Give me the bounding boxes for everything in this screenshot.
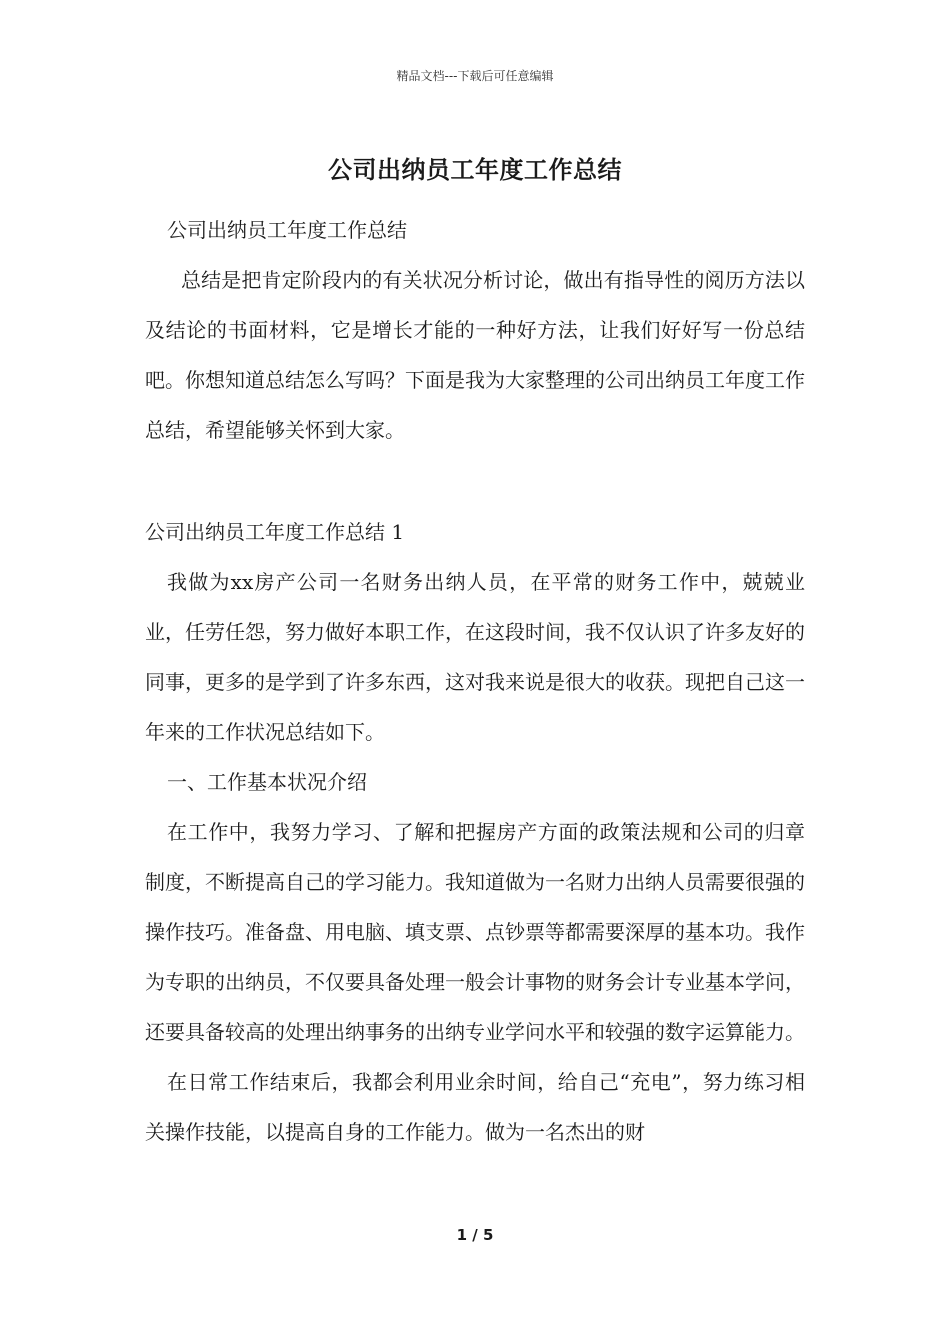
paragraph-spacer: [145, 455, 805, 507]
intro-paragraph: 总结是把肯定阶段内的有关状况分析讨论，做出有指导性的阅历方法以及结论的书面材料，它是增长才能的一种好方法，让我们好好写一份总结吧。你想知道总结怎么写吗？下面是我为大家整理的公司出纳员工年度工作总结，希望能够关怀到大家。: [145, 268, 805, 442]
section-heading: 公司出纳员工年度工作总结 1: [145, 520, 405, 544]
header-note: 精品文档---下载后可任意编辑: [396, 69, 554, 83]
body-paragraph-3: 在日常工作结束后，我都会利用业余时间，给自己“充电”，努力练习相关操作技能，以提高自身的工作能力。做为一名杰出的财: [145, 1070, 805, 1144]
subheading-1: 一、工作基本状况介绍: [167, 770, 367, 794]
subtitle-paragraph: 公司出纳员工年度工作总结: [167, 218, 407, 242]
document-body: [145, 205, 805, 1157]
body-paragraph-2: 在工作中，我努力学习、了解和把握房产方面的政策法规和公司的归章制度，不断提高自己的学习能力。我知道做为一名财力出纳人员需要很强的操作技巧。准备盘、用电脑、填支票、点钞票等都需要深厚的基本功。我作为专职的出纳员，不仅要具备处理一般会计事物的财务会计专业基本学问，还要具备较高的处理出纳事务的出纳专业学问水平和较强的数字运算能力。: [145, 820, 805, 1044]
body-paragraph-1: 我做为xx房产公司一名财务出纳人员，在平常的财务工作中，兢兢业业，任劳任怨，努力做好本职工作，在这段时间，我不仅认识了许多友好的同事，更多的是学到了许多东西，这对我来说是很大的收获。现把自己这一年来的工作状况总结如下。: [145, 570, 805, 744]
document-title: 公司出纳员工年度工作总结: [328, 155, 622, 184]
page-number: 1 / 5: [456, 1226, 494, 1244]
